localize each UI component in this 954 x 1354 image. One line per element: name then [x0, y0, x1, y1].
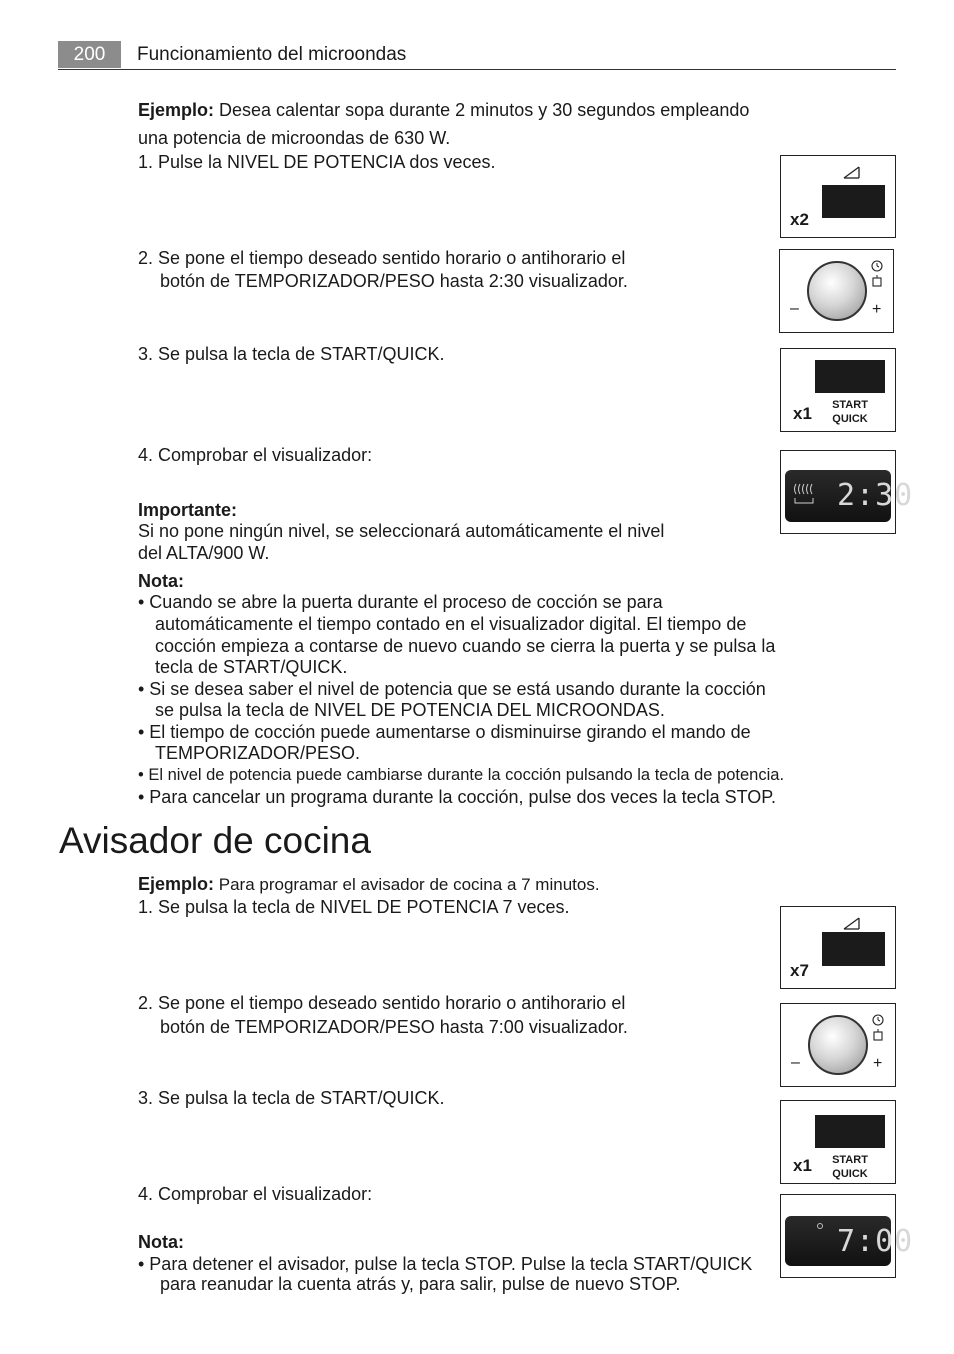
note-line: TEMPORIZADOR/PESO.	[155, 743, 361, 763]
timer-weight-knob	[807, 261, 867, 321]
start-button-illustration	[780, 1100, 896, 1184]
step-1: 1. Pulse la NIVEL DE POTENCIA dos veces.	[138, 152, 496, 172]
start-quick-label	[830, 1153, 870, 1181]
plus-sign: +	[872, 301, 882, 318]
clock-weight-icon	[870, 259, 884, 289]
example2-line	[138, 873, 600, 896]
header-title: Funcionamiento del microondas	[137, 44, 407, 65]
note-line: • El tiempo de cocción puede aumentarse o disminuirse girando el mando de	[138, 722, 751, 742]
step2-4: 4. Comprobar el visualizador:	[138, 1184, 373, 1204]
note-line: tecla de START/QUICK.	[155, 657, 348, 677]
note2-line-2: para reanudar la cuenta atrás y, para salir, pulse de nuevo STOP.	[160, 1274, 681, 1294]
timer-knob-illustration	[780, 1003, 896, 1087]
power-button-illustration	[780, 906, 896, 989]
timer-knob-illustration	[779, 249, 894, 333]
lcd-display	[785, 1216, 914, 1266]
example-text: Desea calentar sopa durante 2 minutos y 30 segundos empleando	[214, 100, 750, 120]
important-line-1: Si no pone ningún nivel, se seleccionará automáticamente el nivel	[138, 521, 665, 541]
note-line: cocción empieza a contarse de nuevo cuando se cierra la puerta y se pulsa la	[155, 636, 776, 656]
clock-weight-icon	[871, 1013, 885, 1043]
note2-line-1: • Para detener el avisador, pulse la tecla STOP. Pulse la tecla START/QUICK	[138, 1254, 753, 1274]
note-line: • Para cancelar un programa durante la cocción, pulse dos veces la tecla STOP.	[138, 787, 776, 807]
note-label: Nota:	[138, 571, 184, 591]
quick-text: QUICK	[832, 413, 868, 425]
power-button-illustration	[780, 155, 896, 238]
important-line-2: del ALTA/900 W.	[138, 543, 270, 563]
start-key	[815, 1115, 885, 1148]
power-level-icon	[843, 166, 861, 180]
press-count-label: x1	[793, 404, 812, 423]
timer-weight-knob	[808, 1015, 868, 1075]
lcd-display	[785, 470, 914, 522]
example-line-2: una potencia de microondas de 630 W.	[138, 128, 451, 148]
example2-text: Para programar el avisador de cocina a 7 minutos.	[214, 875, 600, 894]
press-count-label: x2	[790, 210, 809, 229]
note-line: automáticamente el tiempo contado en el visualizador digital. El tiempo de	[155, 614, 747, 634]
note-line: • Si se desea saber el nivel de potencia que se está usando durante la cocción	[138, 679, 766, 699]
example2-label: Ejemplo:	[138, 874, 215, 894]
section-title: Avisador de cocina	[59, 820, 371, 861]
press-count-label: x1	[793, 1156, 812, 1175]
example-label: Ejemplo:	[138, 100, 215, 120]
note-line: • El nivel de potencia puede cambiarse durante la cocción pulsando la tecla de potencia.	[138, 766, 785, 784]
press-count-label: x7	[790, 961, 809, 980]
step2-1: 1. Se pulsa la tecla de NIVEL DE POTENCIA 7 veces.	[138, 897, 570, 917]
power-level-icon	[843, 917, 861, 931]
step2-3: 3. Se pulsa la tecla de START/QUICK.	[138, 1088, 445, 1108]
step-2-line-2: botón de TEMPORIZADOR/PESO hasta 2:30 visualizador.	[160, 271, 628, 291]
plus-sign: +	[873, 1055, 883, 1072]
important-label: Importante:	[138, 500, 237, 520]
power-key	[822, 932, 885, 966]
start-text: START	[832, 399, 868, 411]
minus-sign: –	[790, 300, 799, 317]
display-time: 7:00	[837, 1224, 914, 1259]
start-text: START	[832, 1154, 868, 1166]
step2-2-line-1: 2. Se pone el tiempo deseado sentido horario o antihorario el	[138, 993, 626, 1013]
step-3: 3. Se pulsa la tecla de START/QUICK.	[138, 344, 445, 364]
start-button-illustration	[780, 348, 896, 432]
start-key	[815, 360, 885, 393]
microwave-waves-icon	[792, 481, 818, 507]
header-rule	[58, 69, 896, 70]
timer-dot-icon	[816, 1222, 824, 1230]
quick-text: QUICK	[832, 1168, 868, 1180]
start-quick-label	[830, 398, 870, 426]
display-illustration	[780, 1194, 914, 1278]
note2-label: Nota:	[138, 1232, 184, 1252]
step2-2-line-2: botón de TEMPORIZADOR/PESO hasta 7:00 visualizador.	[160, 1017, 628, 1037]
step-4: 4. Comprobar el visualizador:	[138, 445, 373, 465]
step-2-line-1: 2. Se pone el tiempo deseado sentido horario o antihorario el	[138, 248, 626, 268]
display-illustration	[780, 450, 914, 534]
note-line: se pulsa la tecla de NIVEL DE POTENCIA DEL MICROONDAS.	[155, 700, 665, 720]
example-line-1	[138, 99, 749, 121]
page-number: 200	[58, 41, 121, 68]
power-key	[822, 185, 885, 218]
minus-sign: –	[791, 1054, 800, 1071]
display-time: 2:30	[837, 478, 914, 513]
note-line: • Cuando se abre la puerta durante el proceso de cocción se para	[138, 592, 663, 612]
